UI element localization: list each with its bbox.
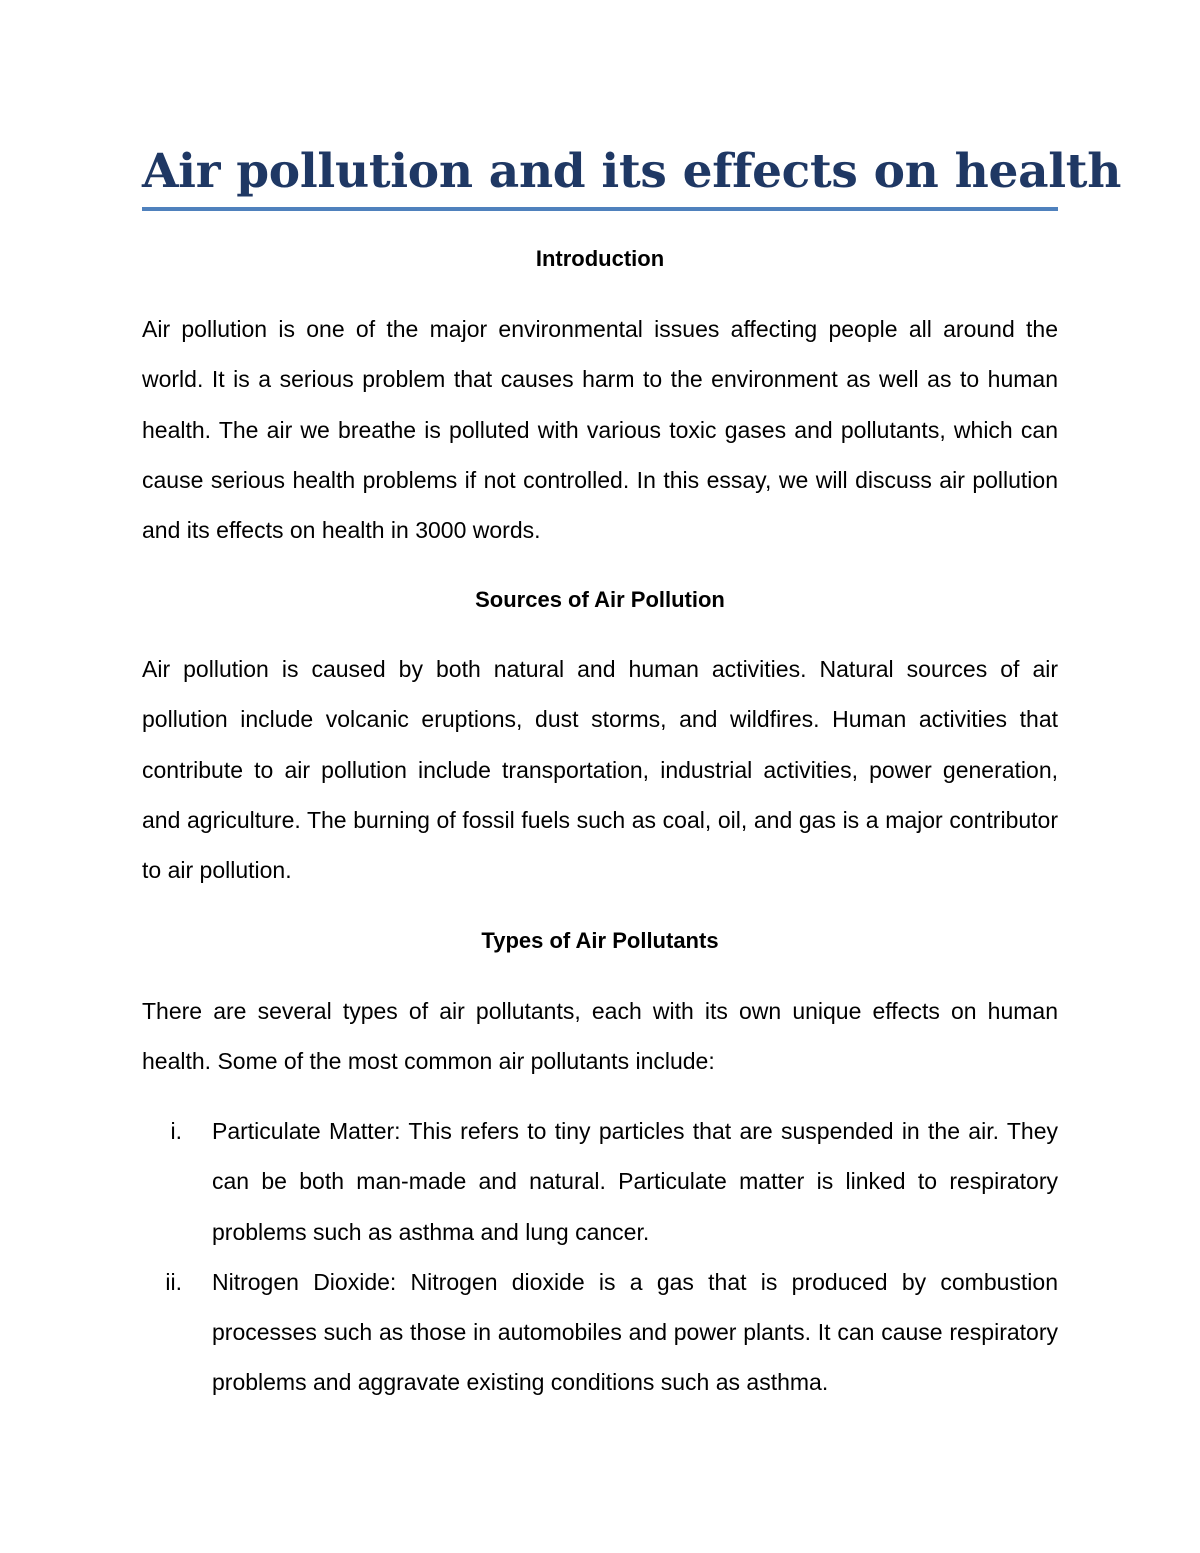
title-underline [142,207,1058,211]
paragraph-sources: Air pollution is caused by both natural and human activities. Natural sources of air pollution include volcanic eruptions, dust storms, and wildfires. Human activities that contribute to air pollution include transportation, industrial activities, power generation, and agriculture. The burning of fossil fuels such as coal, oil, and gas is a major contributor to air pollution. [142,656,1058,884]
paragraph-introduction: Air pollution is one of the major environmental issues affecting people all around the world. It is a serious problem that causes harm to the environment as well as to human health. The air we breathe is polluted with various toxic gases and pollutants, which can cause serious health problems if not controlled. In this essay, we will discuss air pollution and its effects on health in 3000 words. [142,316,1058,544]
list-item-text: Particulate Matter: This refers to tiny particles that are suspended in the air. They can be both man-made and natural. Particulate matter is linked to respiratory problems such as asthma and lung cancer. [212,1118,1058,1245]
section-heading-sources: Sources of Air Pollution [475,587,725,612]
section-heading-introduction: Introduction [535,246,665,271]
pollutant-list [142,1106,1058,1408]
list-item [142,1257,1058,1408]
paragraph-types: There are several types of air pollutants, each with its own unique effects on human health. Some of the most common air pollutants include: [142,998,1058,1075]
document-title: Air pollution and its effects on health [142,144,1122,199]
list-item-text: Nitrogen Dioxide: Nitrogen dioxide is a gas that is produced by combustion processes such as those in automobiles and power plants. It can cause respiratory problems and aggravate existing conditions such as asthma. [212,1268,1058,1396]
list-marker: ii. [165,1268,182,1295]
section-heading-types: Types of Air Pollutants [481,928,719,953]
list-marker: i. [170,1118,182,1144]
list-item [142,1106,1058,1257]
